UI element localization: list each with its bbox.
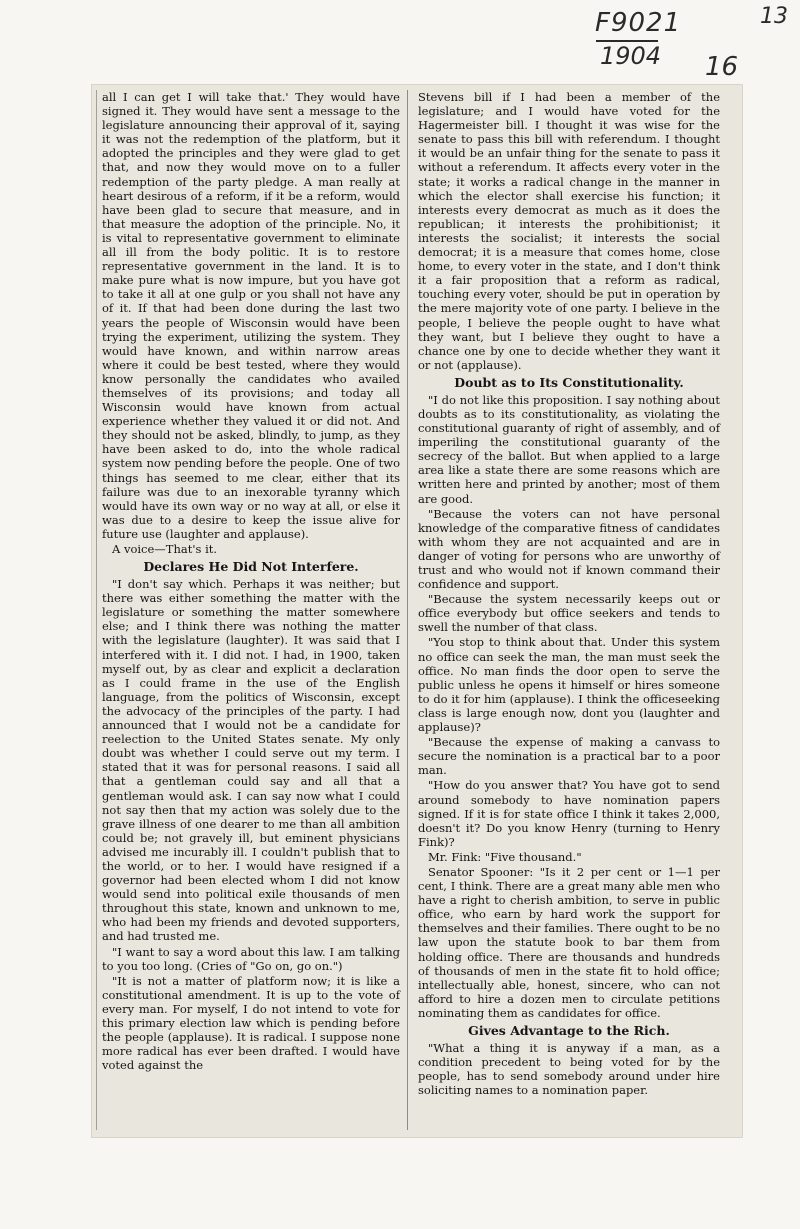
paragraph: all I can get I will take that.' They would have signed it. They would have sent a message to the legislature announcing their approval of it, saying it was not the redemption of the platform, but it adopted the principles and they were glad to get that, and now they would move on to a fuller redemption of the party pledge. A man really at heart desirous of a reform, if it be a reform, would have been glad to secure that measure, and in that measure the adoption of the principle. No, it is vital to representative government to eliminate all ill from the body politic. It is to restore representative government in the land. It is to make pure what is now impure, but you have got to take it all at one gulp or you shall not have any of it. If that had been done during the last two years the people of Wisconsin would have been trying the experiment, utilizing the system. They would have known, and within narrow areas where it could be best tested, where they would know personally the candidates who availed themselves of its provisions; and today all Wisconsin would have known from actual experience whether they valued it or did not. And they should not be asked, blindly, to jump, as they have been asked to do, into the whole radical system now pending before the people. One of two things has seemed to me clear, either that its failure was due to an inexorable tyranny which would have its own way or no way at all, or else it was due to a desire to keep the issue alive for future use (laughter and applause). — [102, 90, 400, 541]
left-column — [102, 90, 400, 1073]
paragraph: "I want to say a word about this law. I am talking to you too long. (Cries of "Go on, go on.") — [102, 944, 400, 973]
paragraph: "I don't say which. Perhaps it was neither; but there was either something the matter with the legislature or something the matter somewhere else; and I think there was nothing the matter with the legislature (laughter). It was said that I interfered with it. I did not. I had, in 1900, taken myself out, by as clear and explicit a declaration as I could frame in the use of the English language, from the politics of Wisconsin, except the advocacy of the principles of the party. I had announced that I would not be a candidate for reelection to the United States senate. My only doubt was whether I could serve out my term. I stated that it was for personal reasons. I said all that a gentleman could say and all that a gentleman would ask. I can say now what I could not say then that my action was solely due to the grave illness of one dearer to me than all ambition could be; not gravely ill, but eminent physicians advised me incurably ill. I couldn't publish that to the world, or to her. I would have resigned if a governor had been elected whom I did not know would send into political exile thousands of men throughout this state, known and unknown to me, who had been my friends and devoted supporters, and had trusted me. — [102, 577, 400, 944]
handwritten-item-number: 16 — [705, 52, 739, 82]
handwritten-year: 1904 — [600, 42, 662, 70]
paragraph: "Because the voters can not have personal knowledge of the comparative fitness of candidates with whom they are not acquainted and are in danger of voting for persons who are unworthy of trust and who would not if known command their confidence and support. — [418, 506, 720, 592]
paragraph: "Because the expense of making a canvass to secure the nomination is a practical bar to a poor man. — [418, 735, 720, 778]
paragraph: "Because the system necessarily keeps out or office everybody but office seekers and tends to swell the number of that class. — [418, 592, 720, 635]
paragraph: Mr. Fink: "Five thousand." — [428, 849, 582, 864]
paragraph: Senator Spooner: "Is it 2 per cent or 1—1 per cent, I think. There are a great many able men who have a right to cherish ambition, to serve in public office, who earn by hard work the support for themselves and their families. There ought to be no law upon the statute book to bar them from holding office. There are thousands and hundreds of thousands of men in the state fit to hold office; intellectually able, honest, sincere, who can not afford to hire a dozen men to circulate petitions nominating them as candidates for office. — [418, 864, 720, 1020]
handwritten-page-number: 13 — [760, 4, 788, 29]
paragraph: "I do not like this proposition. I say nothing about doubts as to its constitutionality, as violating the constitutional guaranty of right of assembly, and of imperiling the constitutional guaranty of the secrecy of the ballot. But when applied to a large area like a state there are some reasons which are written here and printed by another; most of them are good. — [418, 392, 720, 506]
left-column-rule — [96, 90, 97, 1130]
section-heading: Doubt as to Its Constitutionality. — [454, 374, 684, 390]
right-column — [418, 90, 720, 1098]
section-heading: Gives Advantage to the Rich. — [468, 1023, 670, 1038]
paragraph: A voice—That's it. — [112, 542, 218, 556]
paragraph: "It is not a matter of platform now; it is like a constitutional amendment. It is up to the vote of every man. For myself, I do not intend to vote for this primary election law which is pending before the people (applause). It is radical. I suppose none more radical has ever been drafted. I would have voted against the — [102, 973, 400, 1073]
paragraph: Stevens bill if I had been a member of the legislature; and I would have voted for the Hagermeister bill. I thought it was wise for the senate to pass this bill with referendum. I thought it would be an unfair thing for the senate to pass it without a referendum. It affects every voter in the state; it works a radical change in the manner in which the elector shall exercise his function; it interests every democrat as much as it does the republican; it interests the prohibitionist; it interests the socialist; it interests the social democrat; it is a measure that comes home, close home, to every voter in the state, and I don't think it a fair proposition that a reform as radical, touching every voter, should be put in operation by the mere majority vote of one party. I believe in the people, I believe the people ought to have what they want, but I believe they ought to have a chance one by one to decide whether they want it or not (applause). — [418, 90, 720, 372]
paragraph: "What a thing it is anyway if a man, as a condition precedent to being voted for by the people, has to send somebody around under hire soliciting names to a nomination paper. — [418, 1041, 720, 1098]
column-divider — [407, 90, 408, 1130]
section-heading: Declares He Did Not Interfere. — [143, 559, 359, 575]
paragraph: "How do you answer that? You have got to send around somebody to have nomination papers signed. If it is for state office I think it takes 2,000, doesn't it? Do you know Henry (turning to Henry Fink)? — [418, 778, 720, 849]
paragraph: "You stop to think about that. Under this system no office can seek the man, the man must seek the office. No man finds the door open to serve the public unless he opens it himself or hires someone to do it for him (applause). I think the officeseeking class is large enough now, dont you (laughter and applause)? — [418, 635, 720, 735]
handwritten-archive-id: F9021 — [595, 8, 682, 38]
